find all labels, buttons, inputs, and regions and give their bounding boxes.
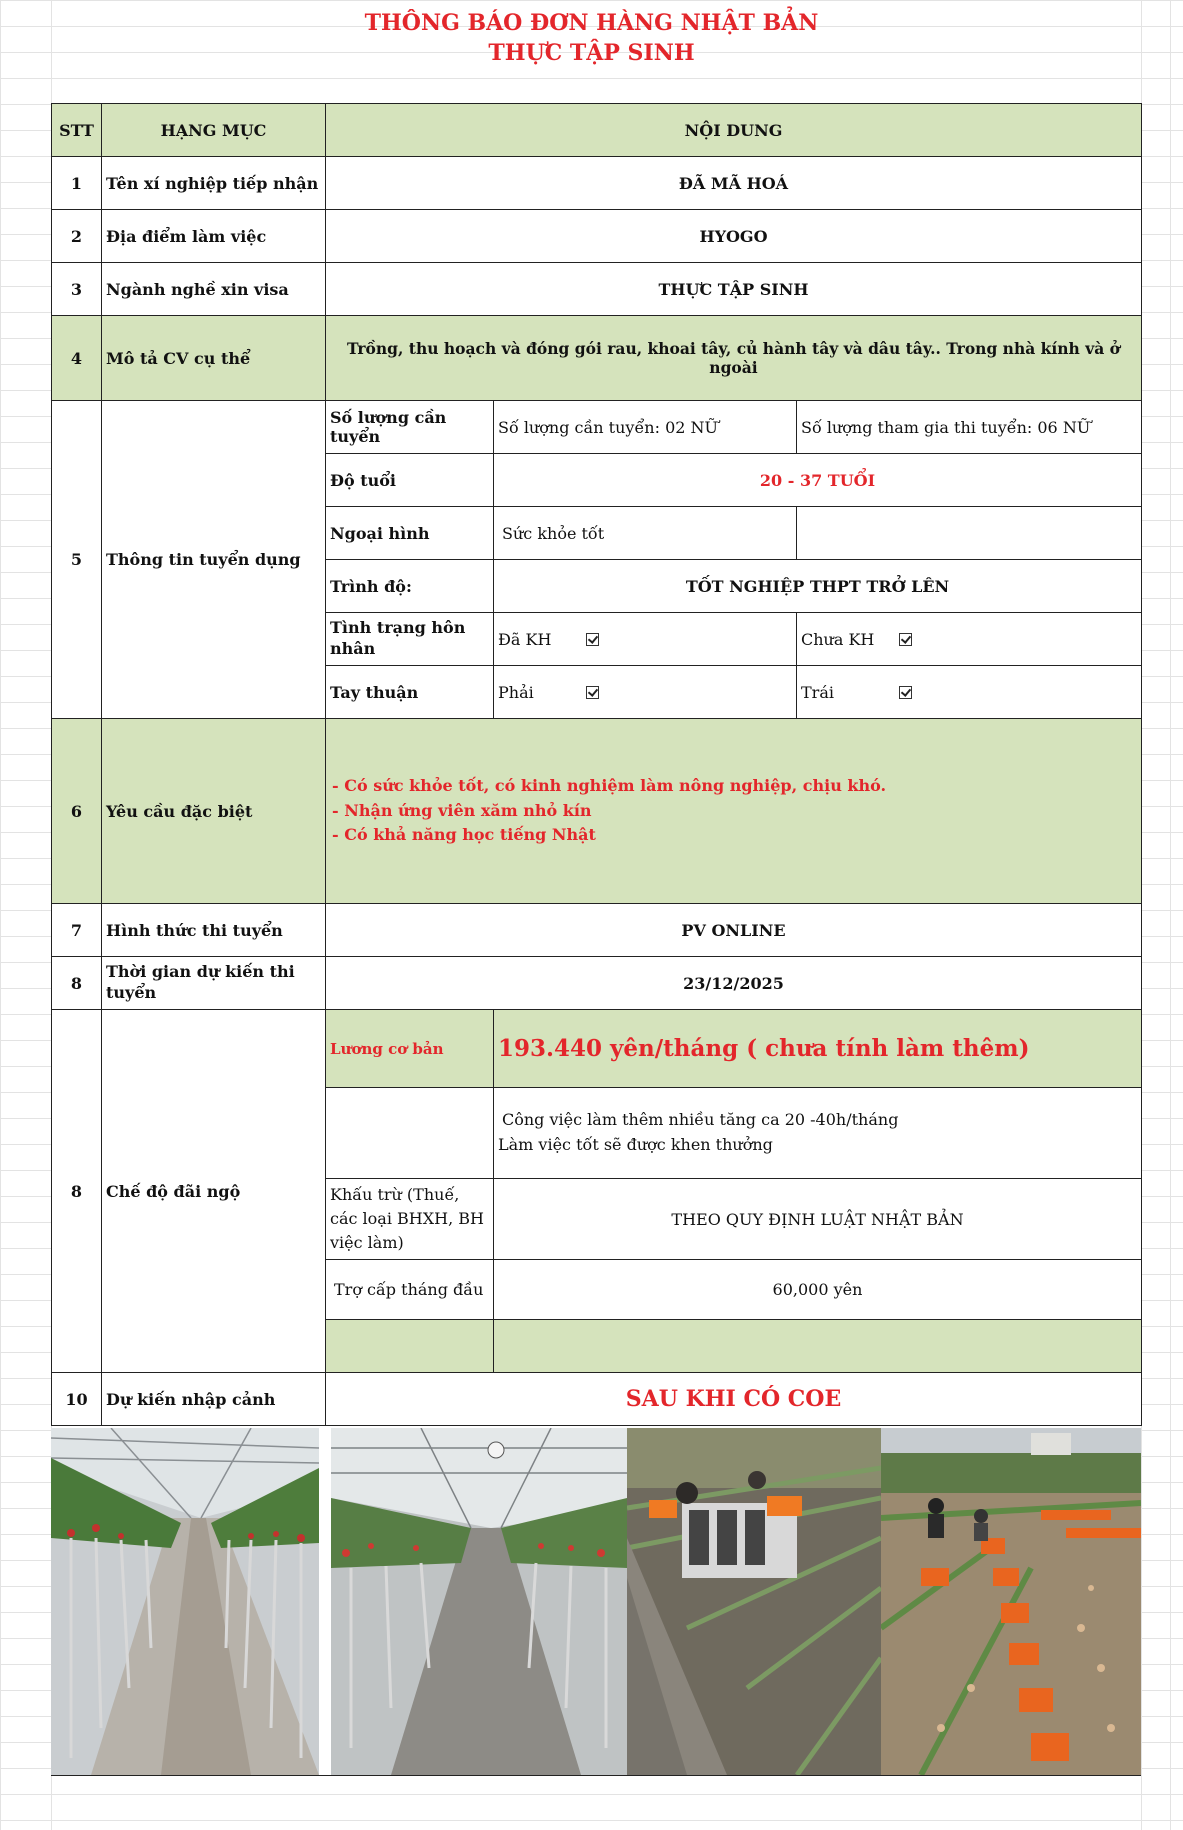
row-value: SAU KHI CÓ COE [326,1373,1142,1426]
option-label: Đã KH [498,629,552,649]
row-value: THỰC TẬP SINH [326,263,1142,316]
age-value: 20 - 37 TUỔI [494,454,1142,507]
empty-cell [326,1088,494,1179]
job-order-table [51,103,1142,1426]
table-row [52,1373,1142,1426]
requirement-line: - Nhận ứng viên xăm nhỏ kín [332,800,592,820]
bonus-line: Làm việc tốt sẽ được khen thưởng [498,1135,773,1154]
row-stt: 7 [52,904,102,957]
row-stt: 10 [52,1373,102,1426]
table-row [52,904,1142,957]
row-label: Địa điểm làm việc [102,210,326,263]
age-label: Độ tuổi [326,454,494,507]
table-row [52,316,1142,401]
salary-label: Lương cơ bản [326,1010,494,1088]
row-stt: 2 [52,210,102,263]
hand-option-right [494,666,797,719]
look-value: Sức khỏe tốt [494,507,797,560]
empty-cell [797,507,1142,560]
col-content-header: NỘI DUNG [326,104,1142,157]
photo-potato-harvest-crates [881,1428,1141,1775]
checkbox-checked-icon[interactable] [899,686,912,699]
hand-option-left [797,666,1142,719]
marital-label: Tình trạng hôn nhân [326,613,494,666]
allowance-value: 60,000 yên [494,1260,1142,1320]
table-row [52,957,1142,1010]
salary-value: 193.440 yên/tháng ( chưa tính làm thêm) [494,1010,1142,1088]
requirement-line: - Có sức khỏe tốt, có kinh nghiệm làm nông nghiệp, chịu khó. [332,775,887,795]
table-row [52,263,1142,316]
row-label: Mô tả CV cụ thể [102,316,326,401]
row-stt: 3 [52,263,102,316]
row-value: HYOGO [326,210,1142,263]
checkbox-checked-icon[interactable] [899,633,912,646]
row-label: Hình thức thi tuyển [102,904,326,957]
row-value: PV ONLINE [326,904,1142,957]
photo-strawberry-greenhouse-1 [51,1428,319,1775]
row-label: Thời gian dự kiến thi tuyển [102,957,326,1010]
empty-cell [494,1320,1142,1373]
row-stt: 1 [52,157,102,210]
marital-option-single [797,613,1142,666]
qty-value: Số lượng cần tuyển: 02 NỮ [494,401,797,454]
row-label: Yêu cầu đặc biệt [102,719,326,904]
col-stt-header: STT [52,104,102,157]
hand-label: Tay thuận [326,666,494,719]
page-title-line2: THỰC TẬP SINH [488,40,695,66]
option-label: Trái [801,682,834,702]
deduct-value: THEO QUY ĐỊNH LUẬT NHẬT BẢN [494,1179,1142,1260]
row-label: Chế độ đãi ngộ [102,1010,326,1373]
photo-strip [51,1428,1141,1776]
checkbox-checked-icon[interactable] [586,633,599,646]
row-label: Dự kiến nhập cảnh [102,1373,326,1426]
overtime-info [494,1088,1142,1179]
row-value: 23/12/2025 [326,957,1142,1010]
photo-gap [319,1428,331,1775]
header-row [52,104,1142,157]
page-title-line1: THÔNG BÁO ĐƠN HÀNG NHẬT BẢN [364,10,819,36]
marital-option-married [494,613,797,666]
empty-cell [326,1320,494,1373]
table-row [52,210,1142,263]
edu-label: Trình độ: [326,560,494,613]
table-row [52,157,1142,210]
row-stt: 8 [52,957,102,1010]
checkbox-checked-icon[interactable] [586,686,599,699]
photo-onion-field-machine [627,1428,881,1775]
row-stt: 8 [52,1010,102,1373]
option-label: Phải [498,682,534,702]
row-value: Trồng, thu hoạch và đóng gói rau, khoai tây, củ hành tây và dâu tây.. Trong nhà kính và ở ngoài [326,316,1142,401]
row-value: ĐÃ MÃ HOÁ [326,157,1142,210]
row-stt: 6 [52,719,102,904]
qty-label: Số lượng cần tuyển [326,401,494,454]
requirement-line: - Có khả năng học tiếng Nhật [332,825,596,845]
special-requirements [326,719,1142,904]
overtime-line: Công việc làm thêm nhiều tăng ca 20 -40h/tháng [502,1110,899,1130]
table-row [52,719,1142,904]
photo-strawberry-greenhouse-2 [331,1428,627,1775]
row-stt: 5 [52,401,102,719]
deduct-label: Khấu trừ (Thuế, các loại BHXH, BH việc làm) [326,1179,494,1260]
edu-value: TỐT NGHIỆP THPT TRỞ LÊN [494,560,1142,613]
table-row [52,401,1142,454]
row-stt: 4 [52,316,102,401]
col-item-header: HẠNG MỤC [102,104,326,157]
qty-exam-value: Số lượng tham gia thi tuyển: 06 NỮ [797,401,1142,454]
option-label: Chưa KH [801,629,875,649]
table-row [52,1010,1142,1088]
allowance-label: Trợ cấp tháng đầu [326,1260,494,1320]
row-label: Ngành nghề xin visa [102,263,326,316]
row-label: Tên xí nghiệp tiếp nhận [102,157,326,210]
look-label: Ngoại hình [326,507,494,560]
row-label: Thông tin tuyển dụng [102,401,326,719]
